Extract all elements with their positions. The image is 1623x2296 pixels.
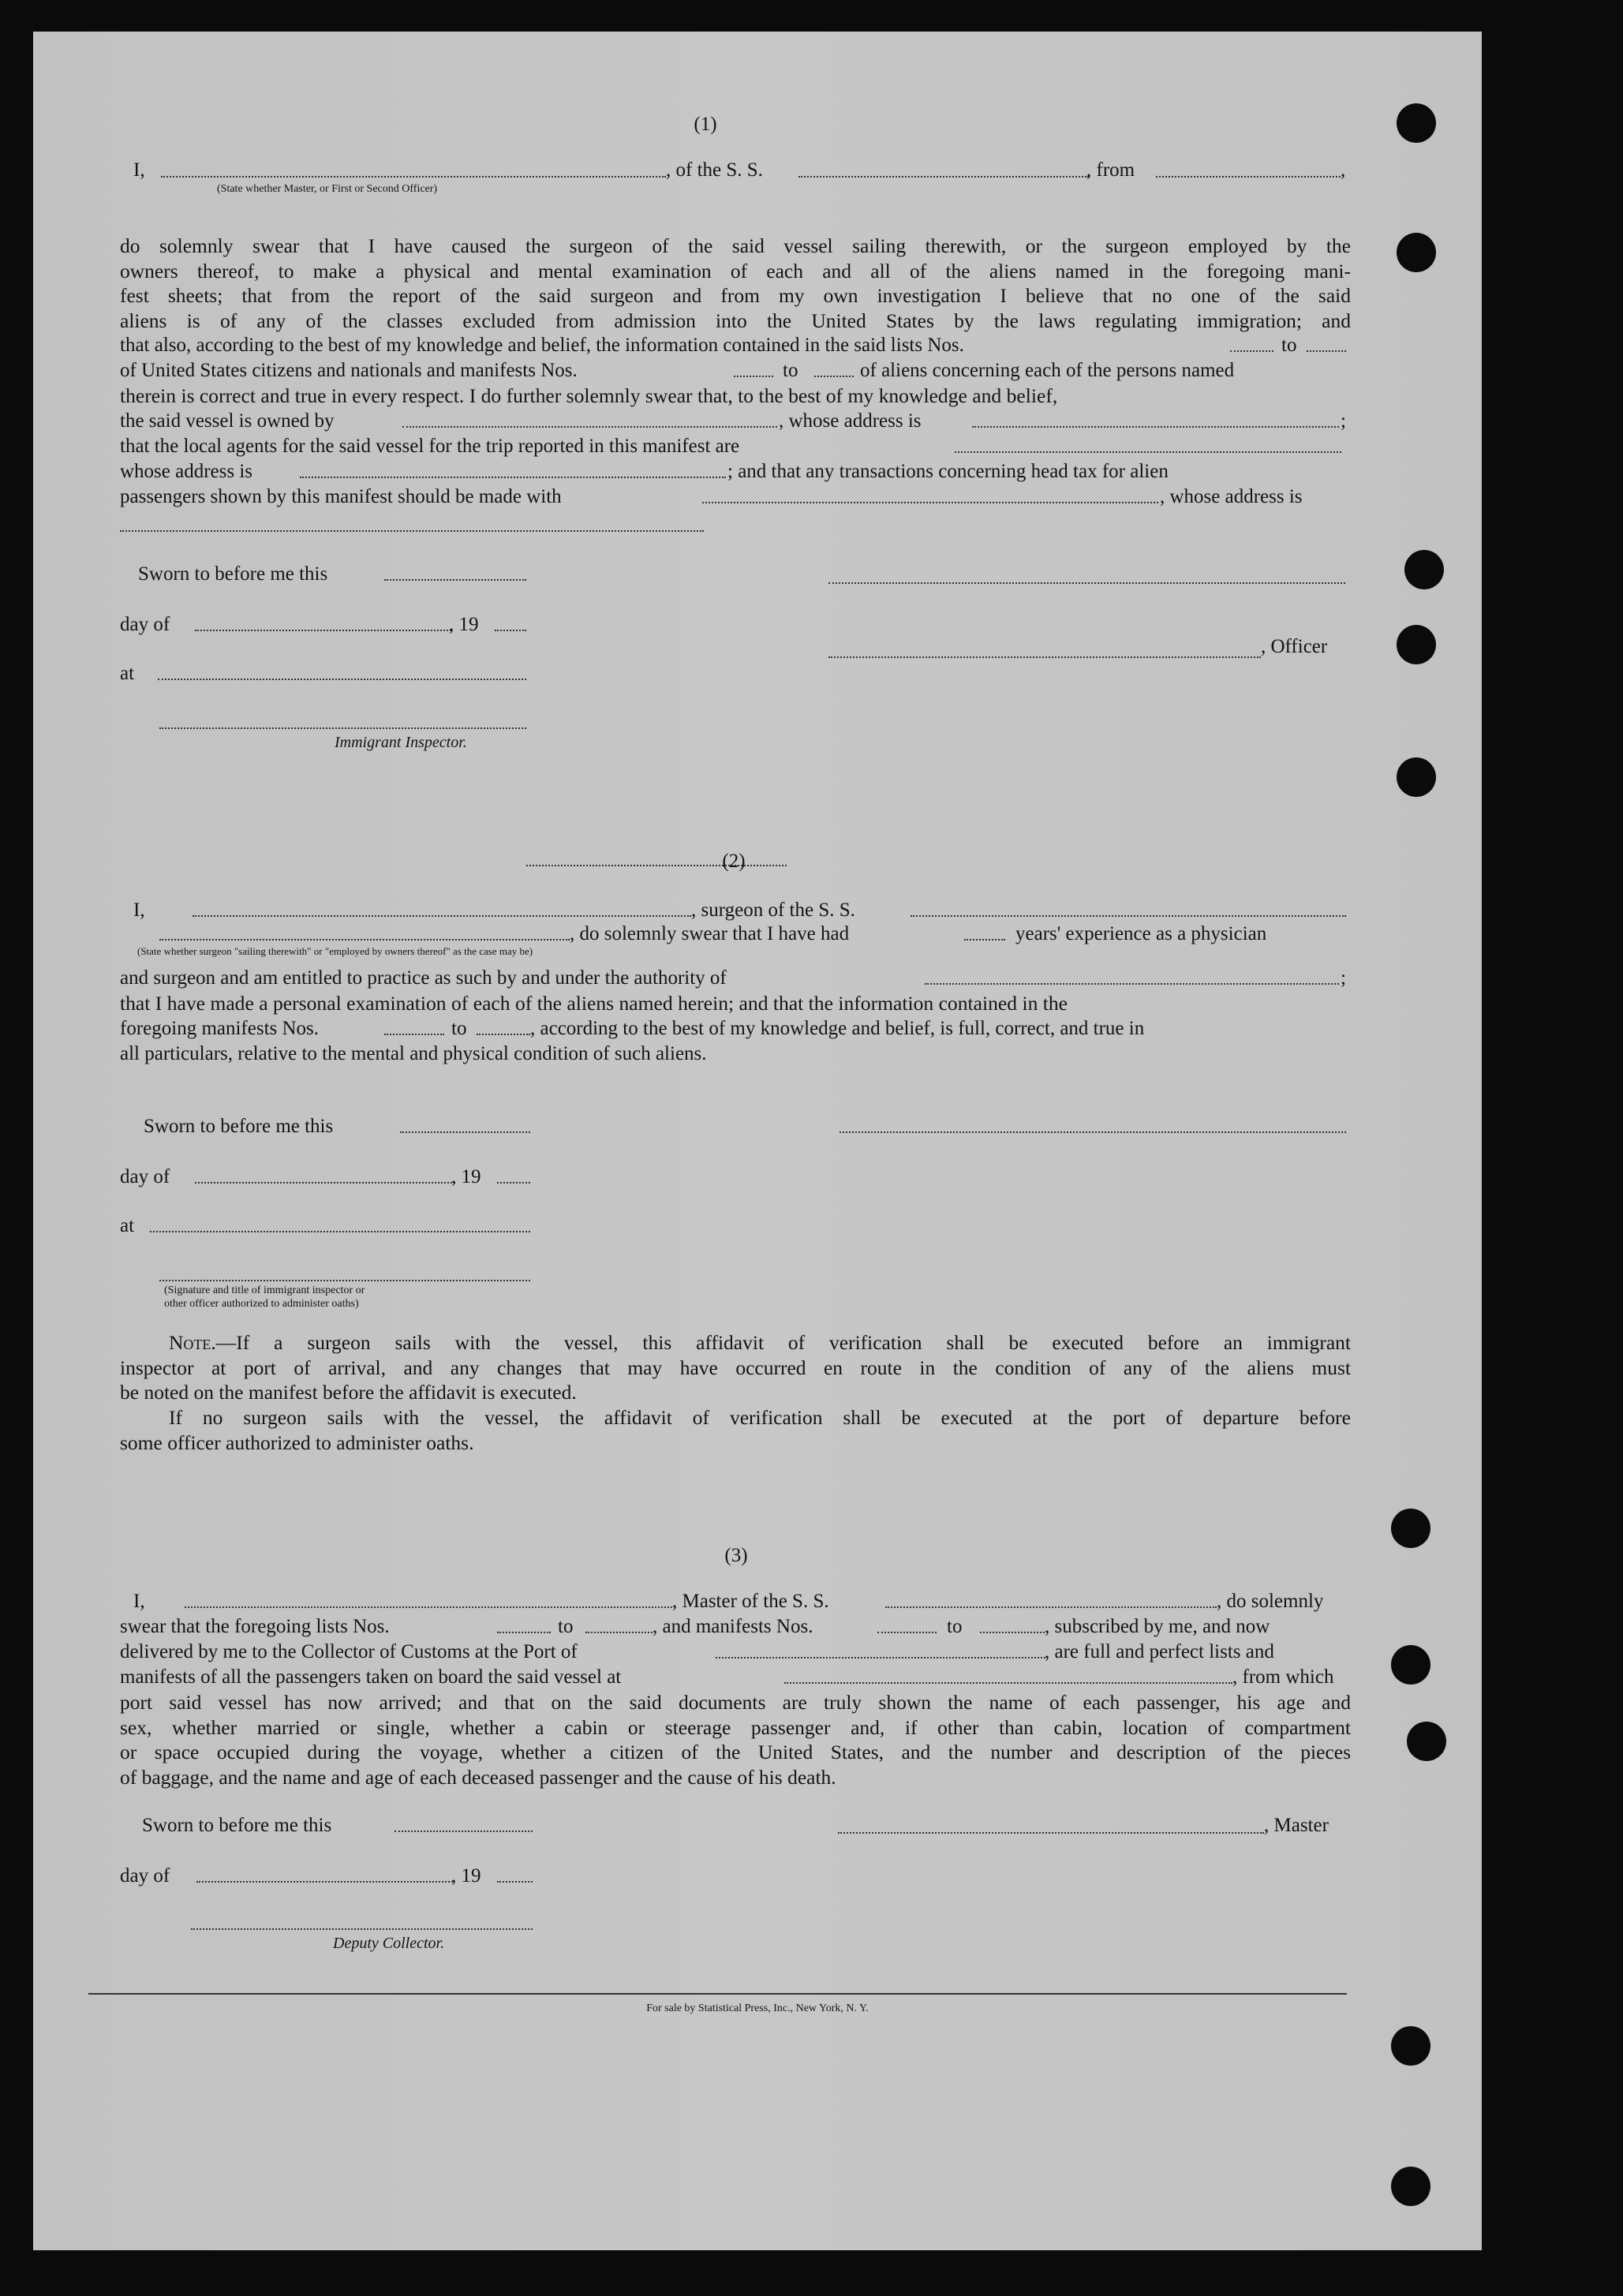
do-solemnly-label: , do solemnly swear that I have had [570, 923, 850, 944]
footer-rule [88, 1993, 1347, 1995]
section-1-heading: (1) [694, 114, 717, 135]
vessel-name-field[interactable] [885, 1606, 1217, 1608]
deputy-signature-field[interactable] [191, 1928, 533, 1930]
surgeon-status-field[interactable] [159, 939, 570, 940]
section-1-paragraph [120, 234, 1351, 333]
binder-hole [1397, 103, 1436, 143]
surgeon-status-note: (State whether surgeon "sailing therewith" or "employed by owners thereof" as the case may be) [137, 945, 533, 957]
from-label: , from [1086, 159, 1135, 181]
day-of-field[interactable] [195, 630, 451, 631]
aliens-concerning-label: of aliens concerning each of the persons named [860, 360, 1235, 381]
manifests-from-field[interactable] [734, 376, 773, 377]
passengers-label: passengers shown by this manifest should be made with [120, 486, 562, 507]
note-line [120, 1330, 1351, 1356]
binder-hole [1391, 2026, 1430, 2066]
to-label: to [783, 360, 798, 381]
note-text: —If a surgeon sails with the vessel, this affidavit of verification shall be executed before an immigrant [215, 1331, 1351, 1354]
binder-hole [1397, 625, 1436, 664]
from-port-field[interactable] [1156, 176, 1341, 178]
year-field[interactable] [497, 1881, 533, 1883]
years-experience-label: years' experience as a physician [1015, 923, 1267, 944]
from-which-label: , from which [1232, 1666, 1334, 1688]
section-3-paragraph [120, 1690, 1351, 1789]
manifests-all-label: manifests of all the passengers taken on board the said vessel at [120, 1666, 622, 1688]
delivered-label: delivered by me to the Collector of Customs at the Port of [120, 1641, 578, 1662]
head-tax-address-field[interactable] [120, 530, 704, 532]
master-of-ss-label: , Master of the S. S. [672, 1591, 829, 1612]
owner-address-field[interactable] [972, 426, 1339, 428]
at-label: at [120, 1215, 135, 1236]
lists-nos-label: that also, according to the best of my knowledge and belief, the information contained in the said lists Nos. [120, 335, 964, 356]
agents-address-label: whose address is [120, 461, 253, 482]
note-label: Note. [169, 1331, 216, 1354]
local-agents-field[interactable] [955, 451, 1341, 453]
binder-hole [1391, 1509, 1430, 1548]
foregoing-manifests-label: foregoing manifests Nos. [120, 1018, 320, 1039]
surgeon-of-ss-label: , surgeon of the S. S. [691, 899, 855, 921]
day-of-label: day of [120, 1166, 170, 1187]
year-label: , 19 [451, 1865, 481, 1887]
note-line: some officer authorized to administer oaths. [120, 1430, 474, 1454]
signature-note: (Signature and title of immigrant inspector or [164, 1284, 365, 1296]
oath-i: I, [133, 159, 145, 181]
note-2-paragraph [120, 1405, 1351, 1455]
agents-address-field[interactable] [300, 477, 726, 478]
citizens-label: of United States citizens and nationals and manifests Nos. [120, 360, 578, 381]
to-label: to [558, 1616, 574, 1637]
sworn-date-field[interactable] [395, 1830, 533, 1832]
paragraph-line: aliens is of any of the classes excluded from admission into the United States by the laws regulating immigration; and [120, 309, 1351, 332]
and-manifests-label: , and manifests Nos. [653, 1616, 813, 1637]
paragraph-line: of baggage, and the name and age of each deceased passenger and the cause of his death. [120, 1765, 836, 1789]
port-field[interactable] [716, 1657, 1045, 1658]
day-of-field[interactable] [195, 1182, 455, 1184]
oath-i: I, [133, 899, 145, 921]
binder-hole [1391, 2167, 1430, 2206]
officer-signature-field[interactable] [828, 582, 1345, 584]
year-field[interactable] [495, 630, 526, 631]
manifests-to-field[interactable] [814, 376, 854, 377]
master-signature-field[interactable] [838, 1832, 1264, 1834]
of-ss-label: , of the S. S. [666, 159, 763, 181]
at-field[interactable] [158, 679, 526, 680]
comma: , [1341, 159, 1346, 181]
years-field[interactable] [964, 939, 1005, 940]
note-line: be noted on the manifest before the affidavit is executed. [120, 1381, 577, 1404]
manifests-to-field[interactable] [980, 1632, 1045, 1633]
note-line: If no surgeon sails with the vessel, the affidavit of verification shall be executed at the port of departure before [169, 1406, 1351, 1429]
day-of-field[interactable] [196, 1881, 453, 1883]
to-label: to [1281, 335, 1297, 356]
master-name-field[interactable] [185, 1606, 672, 1608]
lists-from-field[interactable] [1230, 350, 1273, 352]
paragraph-line: port said vessel has now arrived; and that on the said documents are truly shown the name of each passenger, his age and [120, 1691, 1351, 1714]
semicolon: ; [1341, 410, 1346, 432]
whose-address-label: , whose address is [1160, 486, 1303, 507]
paragraph-line: do solemnly swear that I have caused the surgeon of the said vessel sailing therewith, or the surgeon employed by the [120, 234, 1351, 257]
year-label: , 19 [451, 1166, 481, 1187]
to-label: to [947, 1616, 963, 1637]
owner-field[interactable] [402, 426, 777, 428]
note-line: inspector at port of arrival, and any changes that may have occurred en route in the condition of any of the aliens must [120, 1356, 1351, 1379]
manifests-to-field[interactable] [477, 1034, 530, 1035]
inspector-label: Immigrant Inspector. [335, 734, 467, 751]
manifests-from-field[interactable] [384, 1034, 444, 1035]
according-label: , according to the best of my knowledge and belief, is full, correct, and true in [530, 1018, 1145, 1039]
binder-hole [1397, 757, 1436, 797]
manifest-back-page [33, 32, 1482, 2250]
whose-address-label: , whose address is [779, 410, 922, 432]
oath-i: I, [133, 1591, 145, 1612]
inspector-signature-field[interactable] [159, 1280, 530, 1281]
sworn-date-field[interactable] [384, 579, 526, 581]
deputy-collector-label: Deputy Collector. [333, 1935, 445, 1952]
section-3-heading: (3) [724, 1545, 748, 1566]
full-lists-label: , are full and perfect lists and [1045, 1641, 1274, 1662]
day-of-label: day of [120, 614, 170, 635]
paragraph-line: sex, whether married or single, whether a cabin or steerage passenger and, if other than cabin, location of compartment [120, 1715, 1351, 1739]
signature-note: other officer authorized to administer oaths) [164, 1298, 359, 1310]
therein-line: therein is correct and true in every respect. I do further solemnly swear that, to the best of my knowledge and belief, [120, 384, 1058, 407]
day-of-label: day of [120, 1865, 170, 1887]
lists-from-field[interactable] [497, 1632, 551, 1633]
printer-footer: For sale by Statistical Press, Inc., New York, N. Y. [646, 2002, 869, 2014]
owned-by-label: the said vessel is owned by [120, 410, 335, 432]
manifests-from-field[interactable] [877, 1632, 937, 1633]
sworn-label: Sworn to before me this [138, 563, 328, 585]
authority-field[interactable] [925, 983, 1339, 985]
sworn-label: Sworn to before me this [144, 1116, 334, 1137]
surgeon-vessel-field[interactable] [911, 915, 1346, 917]
binder-hole [1407, 1722, 1446, 1761]
head-tax-agent-field[interactable] [702, 502, 1158, 503]
subscribed-label: , subscribed by me, and now [1045, 1616, 1270, 1637]
swear-lists-label: swear that the foregoing lists Nos. [120, 1616, 390, 1637]
inspector-signature-field[interactable] [159, 727, 526, 729]
master-rank-note: (State whether Master, or First or Second Officer) [217, 183, 438, 195]
semicolon: ; [1341, 967, 1346, 989]
binder-hole [1404, 550, 1444, 589]
lists-to-field[interactable] [1307, 350, 1346, 352]
note-paragraph [120, 1330, 1351, 1405]
paragraph-line: or space occupied during the voyage, whether a citizen of the United States, and the number and description of the pieces [120, 1741, 1351, 1764]
paragraph-line: fest sheets; that from the report of the said surgeon and from my own investigation I believe that no one of the said [120, 284, 1351, 308]
at-field[interactable] [150, 1231, 530, 1232]
boarding-port-field[interactable] [784, 1682, 1232, 1684]
master-name-field[interactable] [161, 176, 666, 178]
sworn-label: Sworn to before me this [142, 1815, 332, 1836]
binder-hole [1391, 1645, 1430, 1685]
to-label: to [451, 1018, 467, 1039]
authority-label: and surgeon and am entitled to practice as such by and under the authority of [120, 967, 727, 989]
binder-hole [1397, 233, 1436, 272]
officer-label: , Officer [1261, 636, 1328, 657]
personal-exam-line: that I have made a personal examination of each of the aliens named herein; and that the information contained in the [120, 992, 1068, 1015]
do-solemnly-label: , do solemnly [1217, 1591, 1324, 1612]
at-label: at [120, 663, 135, 684]
surgeon-name-field[interactable] [193, 915, 691, 917]
year-label: , 19 [449, 614, 479, 635]
vessel-name-field[interactable] [798, 176, 1089, 178]
local-agents-label: that the local agents for the said vessel for the trip reported in this manifest are [120, 436, 740, 457]
lists-to-field[interactable] [585, 1632, 653, 1633]
paragraph-line: owners thereof, to make a physical and mental examination of each and all of the aliens named in the foregoing mani- [120, 259, 1351, 282]
master-label: , Master [1264, 1815, 1329, 1836]
year-field[interactable] [497, 1182, 530, 1184]
section-2-heading: (2) [722, 851, 746, 872]
sworn-date-field[interactable] [400, 1131, 530, 1133]
particulars-line: all particulars, relative to the mental and physical condition of such aliens. [120, 1043, 707, 1064]
surgeon-signature-field[interactable] [840, 1131, 1346, 1133]
head-tax-label: ; and that any transactions concerning head tax for alien [727, 461, 1169, 482]
officer-title-field[interactable] [828, 656, 1261, 658]
